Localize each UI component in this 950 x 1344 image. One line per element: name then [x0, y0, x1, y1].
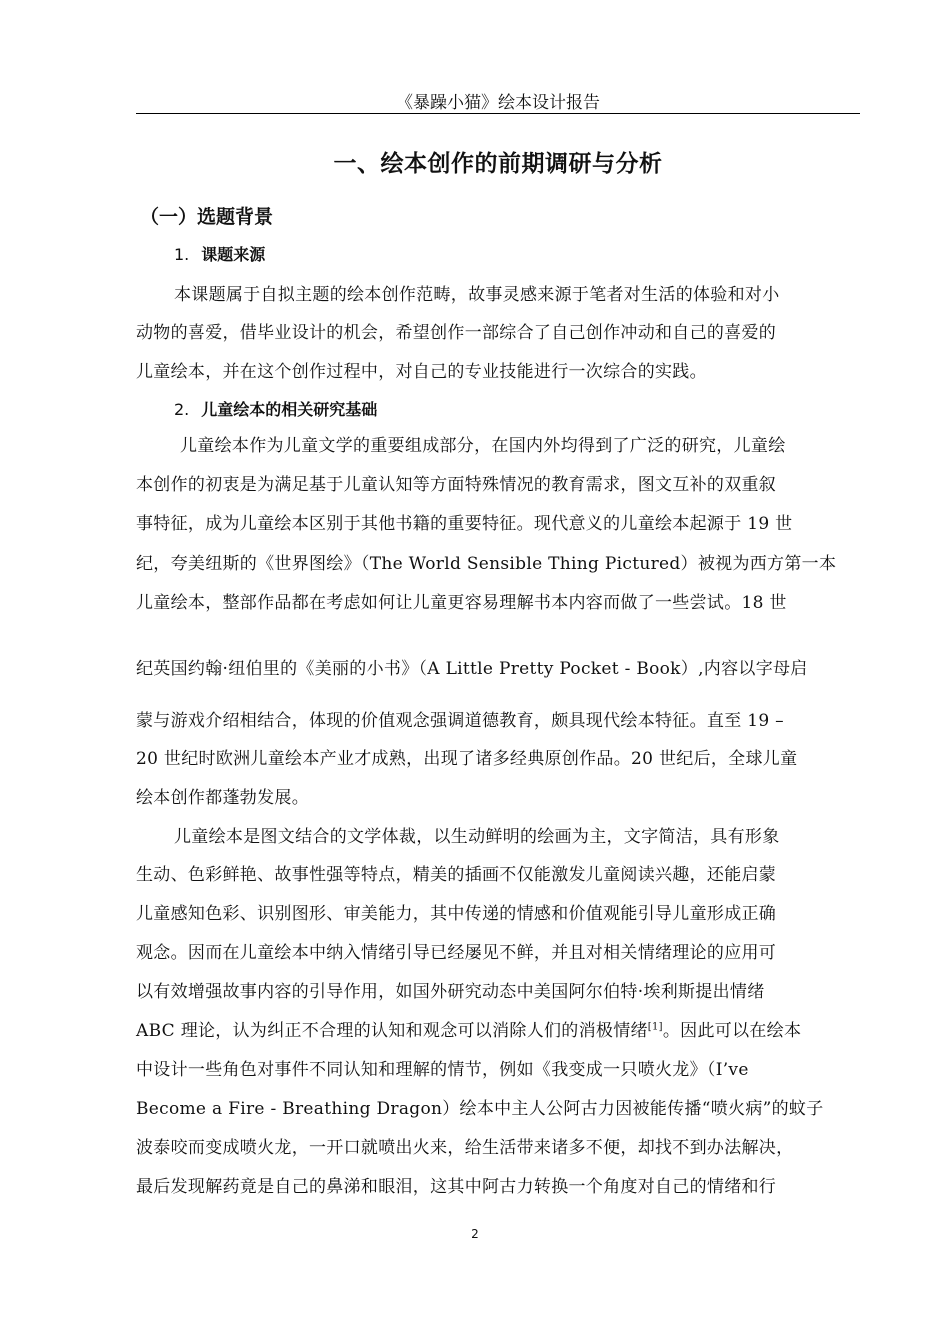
subsection-heading-2 [174, 397, 377, 423]
paragraph-text: 。因此可以在绘本 [662, 1021, 802, 1041]
paragraph-line: 本课题属于自拟主题的绘本创作范畴，故事灵感来源于笔者对生活的体验和对小 [174, 285, 780, 305]
paragraph-line: 儿童绘本，并在这个创作过程中，对自己的专业技能进行一次综合的实践。 [136, 362, 707, 382]
subsection-title: 儿童绘本的相关研究基础 [201, 400, 378, 419]
subsection-title: 课题来源 [201, 245, 266, 264]
subsection-number: 2. [174, 400, 190, 419]
section-title: （一）选题背景 [140, 206, 274, 228]
header-rule [136, 113, 860, 114]
subsection-heading-1 [174, 242, 265, 268]
paragraph-line: Become a Fire - Breathing Dragon）绘本中主人公阿古力因被能传播“喷火病”的蚊子 [136, 1099, 824, 1119]
paragraph-line: 动物的喜爱，借毕业设计的机会，希望创作一部综合了自己创作冲动和自己的喜爱的 [136, 323, 777, 343]
page-number: 2 [471, 1227, 479, 1241]
paragraph-line: 观念。因而在儿童绘本中纳入情绪引导已经屡见不鲜，并且对相关情绪理论的应用可 [136, 943, 777, 963]
paragraph-line: 本创作的初衷是为满足基于儿童认知等方面特殊情况的教育需求，图文互补的双重叙 [136, 475, 777, 495]
running-header: 《暴躁小猫》绘本设计报告 [396, 93, 600, 113]
paragraph-line [136, 1018, 860, 1044]
paragraph-line: 纪，夸美纽斯的《世界图绘》（The World Sensible Thing Pictured）被视为西方第一本 [136, 554, 837, 574]
paragraph-line: 20 世纪时欧洲儿童绘本产业才成熟，出现了诸多经典原创作品。20 世纪后，全球儿童 [136, 749, 798, 769]
paragraph-line: 儿童绘本作为儿童文学的重要组成部分，在国内外均得到了广泛的研究，儿童绘 [180, 436, 786, 456]
chapter-title: 一、绘本创作的前期调研与分析 [333, 151, 663, 177]
paragraph-line: 绘本创作都蓬勃发展。 [136, 788, 309, 808]
paragraph-line: 儿童绘本是图文结合的文学体裁，以生动鲜明的绘画为主，文字简洁，具有形象 [174, 827, 780, 847]
paragraph-text: ABC 理论，认为纠正不合理的认知和观念可以消除人们的消极情绪 [136, 1021, 648, 1041]
citation-marker[interactable]: [1] [647, 1021, 663, 1033]
paragraph-line: 事特征，成为儿童绘本区别于其他书籍的重要特征。现代意义的儿童绘本起源于 19 世 [136, 514, 793, 534]
paragraph-line: 儿童绘本，整部作品都在考虑如何让儿童更容易理解书本内容而做了一些尝试。18 世 [136, 593, 787, 613]
paragraph-line: 波泰咬而变成喷火龙，一开口就喷出火来，给生活带来诸多不便，却找不到办法解决， [136, 1138, 794, 1158]
paragraph-line: 中设计一些角色对事件不同认知和理解的情节，例如《我变成一只喷火龙》（I’ve [136, 1060, 749, 1080]
paragraph-line: 纪英国约翰·纽伯里的《美丽的小书》（A Little Pretty Pocket - Book）,内容以字母启 [136, 659, 808, 679]
paragraph-line: 生动、色彩鲜艳、故事性强等特点，精美的插画不仅能激发儿童阅读兴趣，还能启蒙 [136, 865, 777, 885]
paragraph-line: 以有效增强故事内容的引导作用，如国外研究动态中美国阿尔伯特·埃利斯提出情绪 [136, 982, 765, 1002]
paragraph-line: 蒙与游戏介绍相结合，体现的价值观念强调道德教育，颇具现代绘本特征。直至 19 – [136, 711, 784, 731]
paragraph-line: 最后发现解药竟是自己的鼻涕和眼泪，这其中阿古力转换一个角度对自己的情绪和行 [136, 1177, 777, 1197]
paragraph-line: 儿童感知色彩、识别图形、审美能力，其中传递的情感和价值观能引导儿童形成正确 [136, 904, 777, 924]
subsection-number: 1. [174, 245, 190, 264]
